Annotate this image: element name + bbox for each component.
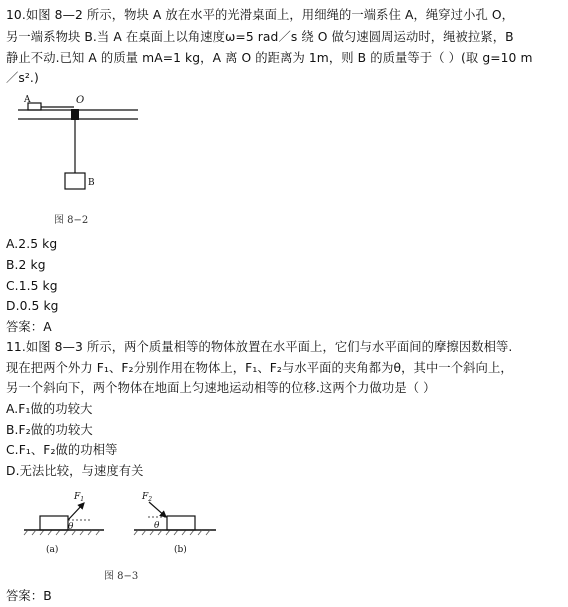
label-f1: $F_1$ [74,492,85,503]
q10-option-a: A.2.5 kg [6,237,58,251]
q10-text-line-3: 静止不动.已知 A 的质量 mA=1 kg，A 离 O 的距离为 1m，则 B 的质量等于（ ）(取 g=10 m [6,51,533,65]
q11-text-line-3: 另一个斜向下，两个物体在地面上匀速地运动相等的位移.这两个力做功是（ ） [6,381,436,395]
label-a: A [24,95,31,105]
panel-b [134,492,216,555]
q11-text-line-2: 现在把两个外力 F₁、F₂分别作用在物体上，F₁、F₂与水平面的夹角都为θ，其中一个斜向上， [6,361,513,375]
q10-option-d: D.0.5 kg [6,299,59,313]
q10-text-line-4: ／s².) [6,71,39,85]
label-panel-a: (a) [46,545,59,555]
label-b: B [88,178,95,188]
q10-answer: 答案：A [6,320,52,334]
hatch-a [24,530,100,535]
panel-a [24,492,104,555]
label-f2: $F_2$ [142,492,153,503]
figure-8-3 [18,488,238,568]
theta-b: θ [154,521,160,531]
figure-8-2 [14,95,144,225]
q10-option-b: B.2 kg [6,258,46,272]
force-f1-arrow [68,503,84,520]
q11-option-b: B.F₂做的功较大 [6,423,93,437]
block-b [65,173,85,189]
block-b [167,516,195,530]
hole-o [71,109,79,120]
figure-8-2-caption: 图 8−2 [54,215,89,226]
q11-answer: 答案：B [6,589,52,603]
q11-text-line-1: 11.如图 8—3 所示，两个质量相等的物体放置在水平面上，它们与水平面间的摩擦因数相等. [6,340,513,354]
label-o: O [76,95,85,106]
q10-text-line-1: 10.如图 8—2 所示，物块 A 放在水平的光滑桌面上，用细绳的一端系住 A，绳穿过小孔 O， [6,8,515,22]
block-a [40,516,68,530]
label-panel-b: (b) [174,545,187,555]
hatch-b [134,530,210,535]
q11-option-c: C.F₁、F₂做的功相等 [6,443,118,457]
q10-text-line-2: 另一端系物块 B.当 A 在桌面上以角速度ω=5 rad／s 绕 O 做匀速圆周运动时，绳被拉紧，B [6,30,514,44]
q11-option-d: D.无法比较，与速度有关 [6,464,144,478]
figure-8-3-caption: 图 8−3 [104,571,139,582]
q11-option-a: A.F₁做的功较大 [6,402,93,416]
theta-a: θ [68,522,74,532]
force-f2-arrow [149,502,166,517]
q10-option-c: C.1.5 kg [6,279,58,293]
